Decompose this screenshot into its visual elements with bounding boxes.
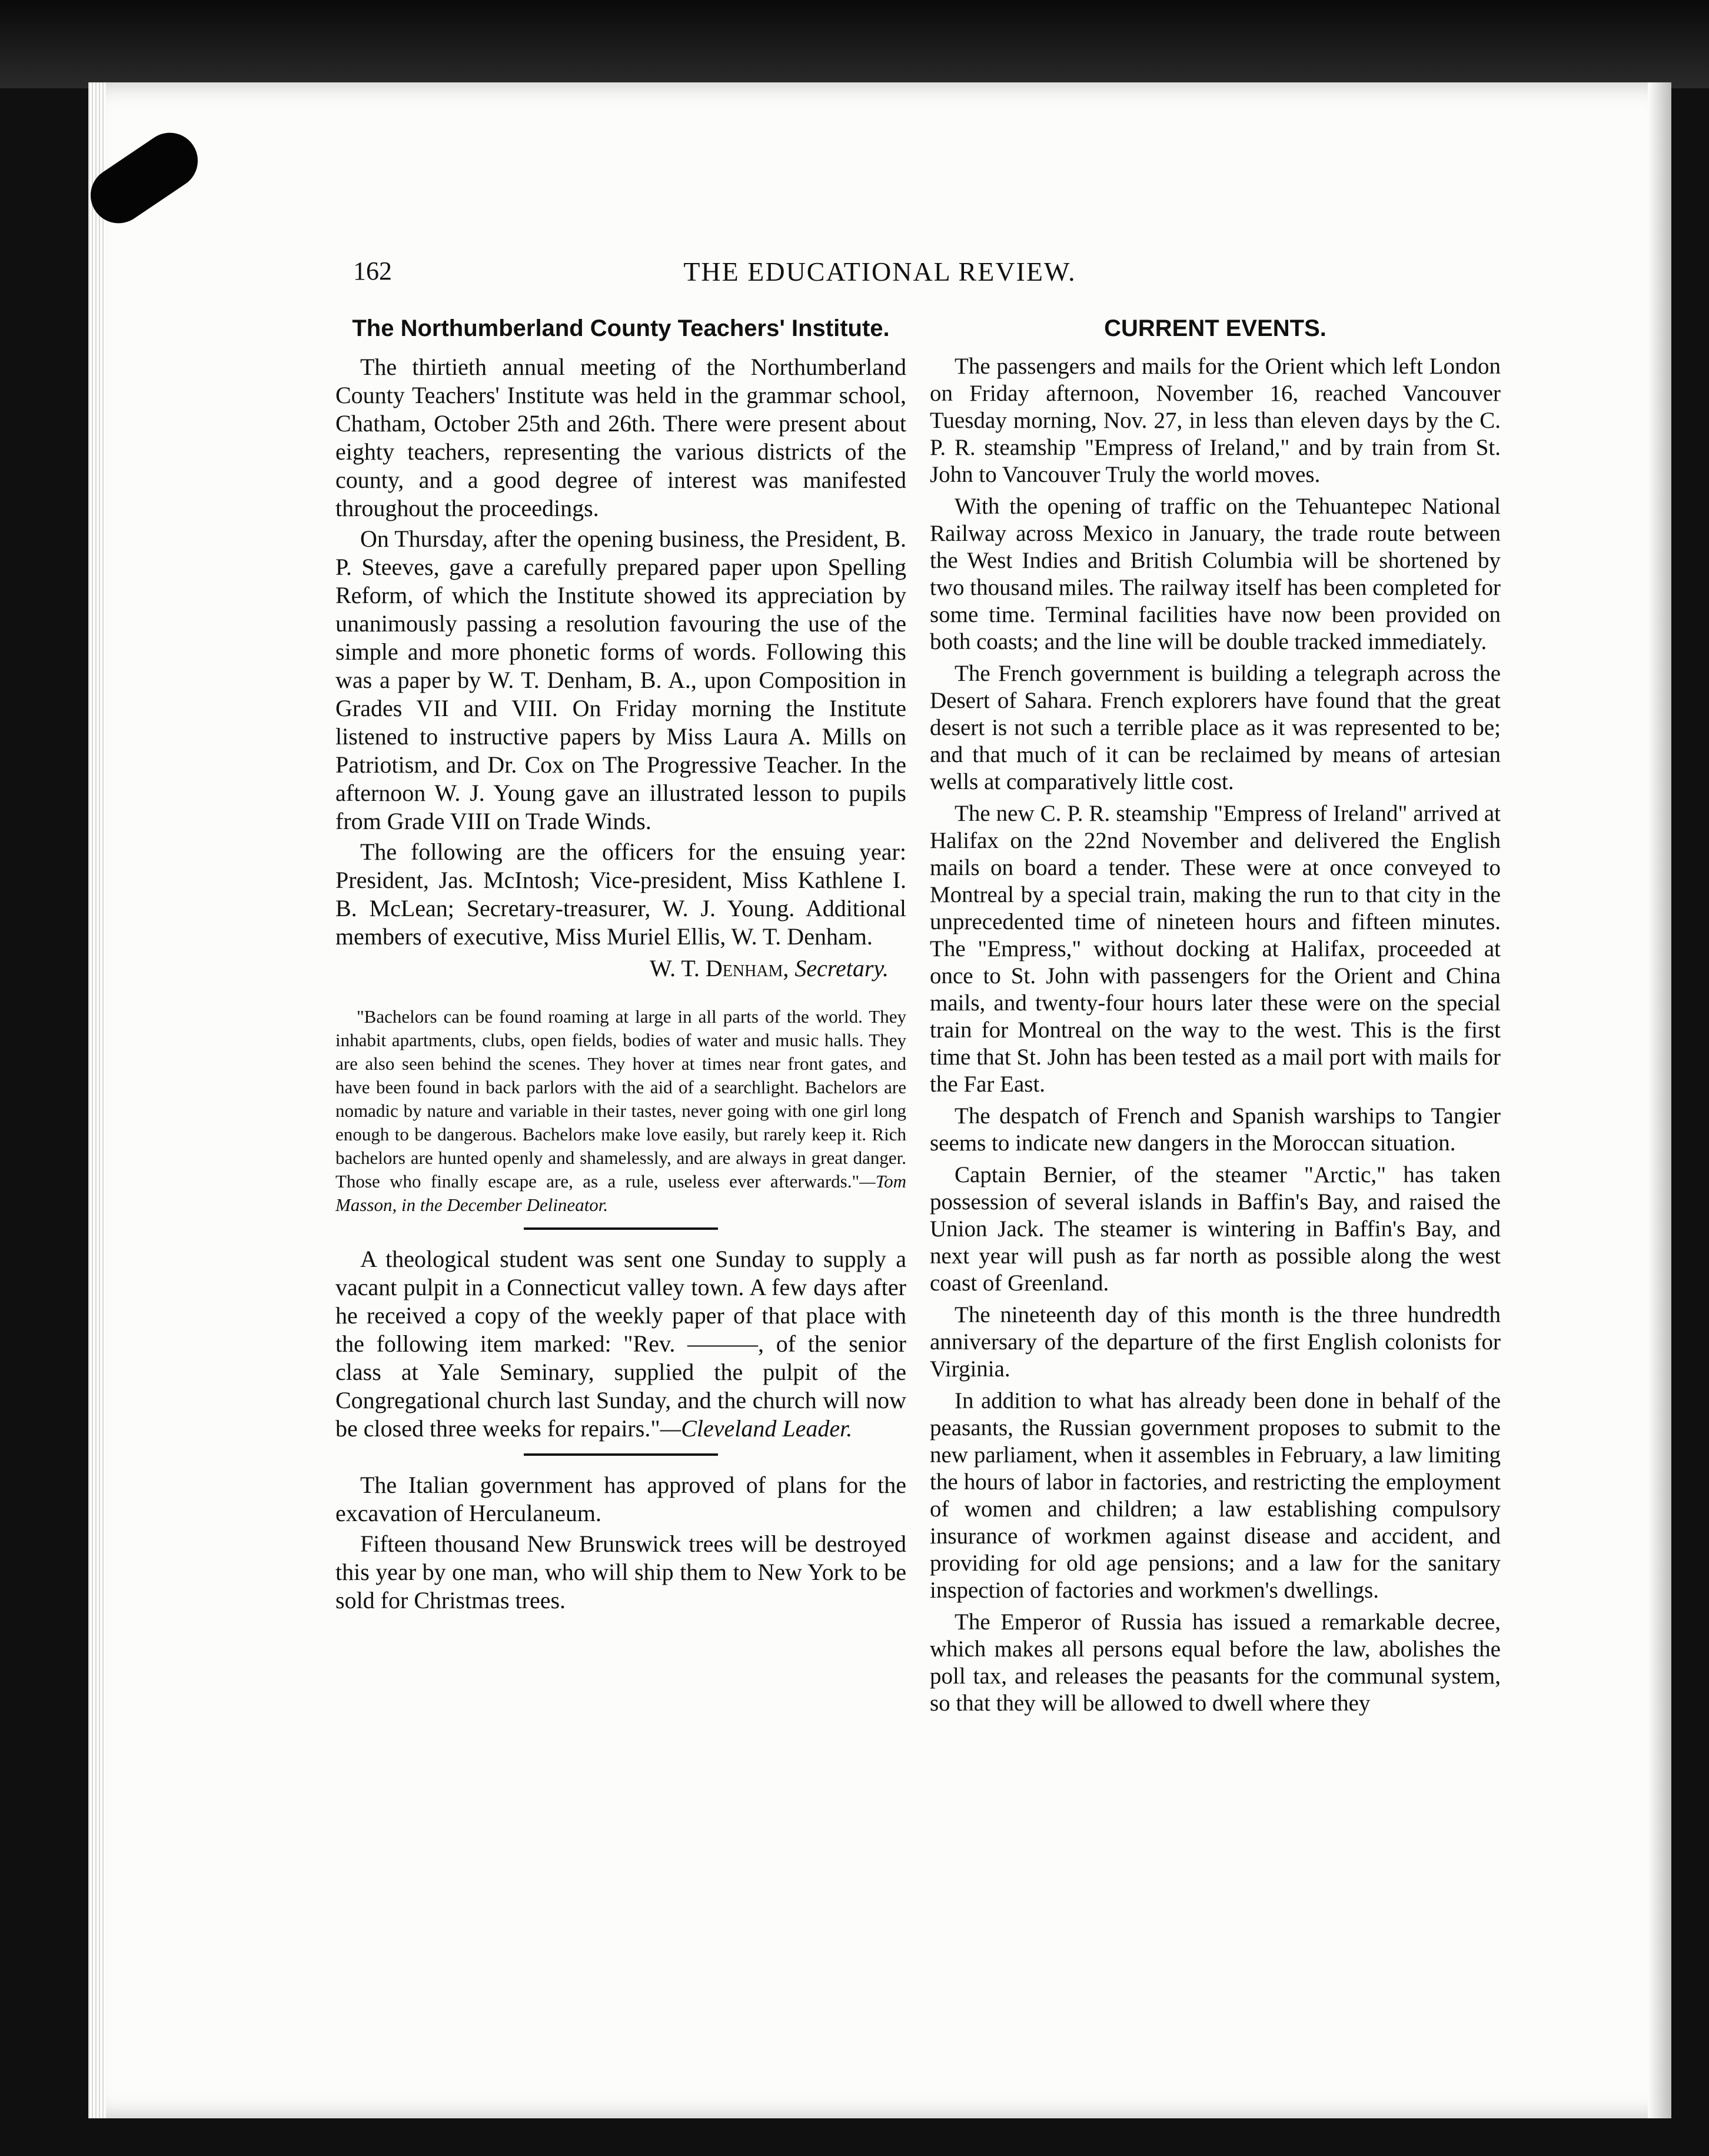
page-header: [265, 256, 1495, 291]
institute-paragraph: The thirtieth annual meeting of the Northumberland County Teachers' Institute was held in the grammar school, Chatham, October 25th and 26th. There were present about eighty teachers, representing the various districts of the county, and a good degree of interest was manifested throughout the proceedings.: [335, 354, 906, 521]
left-column: [335, 307, 906, 1617]
signature: [335, 954, 906, 983]
section-rule: [524, 1227, 718, 1230]
current-events-heading: CURRENT EVENTS.: [1104, 315, 1326, 341]
institute-paragraph: On Thursday, after the opening business, the President, B. P. Steeves, gave a carefully prepared paper upon Spelling Reform, of which the Institute showed its appreciation by unanimously passing a resolution favouring the use of the simple and more phonetic forms of words. Following this was a paper by W. T. Denham, B. A., upon Composition in Grades VII and VIII. On Friday morning the Institute listened to instructive papers by Miss Laura A. Mills on Patriotism, and Dr. Cox on The Progressive Teacher. In the afternoon W. J. Young gave an illustrated lesson to pupils from Grade VIII on Trade Winds.: [335, 525, 906, 834]
event-paragraph: The passengers and mails for the Orient which left London on Friday afternoon, November 16, reached Vancouver Tuesday morning, Nov. 27, in less than eleven days by the C. P. R. steamship "Empress of Ireland," and by train from St. John to Vancouver Truly the world moves.: [930, 354, 1501, 487]
signature-role: Secretary.: [794, 955, 889, 981]
anecdote-paragraph: [335, 1245, 906, 1443]
institute-heading: The Northumberland County Teachers' Institute.: [352, 315, 890, 341]
event-paragraph: The nineteenth day of this month is the three hundredth anniversary of the departure of the first English colonists for Virginia.: [930, 1302, 1501, 1382]
news-paragraph: Fifteen thousand New Brunswick trees will be destroyed this year by one man, who will ship them to New York to be sold for Christmas trees.: [335, 1531, 906, 1613]
signature-name: W. T. Denham,: [650, 955, 789, 981]
right-column: [930, 307, 1501, 1722]
event-paragraph: The despatch of French and Spanish warships to Tangier seems to indicate new dangers in the Moroccan situation.: [930, 1103, 1501, 1156]
event-paragraph: In addition to what has already been done in behalf of the peasants, the Russian government proposes to submit to the new parliament, when it assembles in February, a law limiting the hours of labor in factories, and restricting the employment of women and children; a law establishing compulsory insurance of workmen against disease and accident, and providing for old age pensions; and a law for the sanitary inspection of factories and workmen's dwellings.: [930, 1388, 1501, 1603]
event-paragraph: The new C. P. R. steamship "Empress of Ireland" arrived at Halifax on the 22nd November and delivered the English mails on board a tender. These were at once conveyed to Montreal by a special train, making the run to that city in the unprecedented time of nineteen hours and fifteen minutes. The "Empress," without docking at Halifax, proceeded at once to St. John with passengers for the Orient and China mails, and twenty-four hours later these were on the special train for Montreal on the way to the west. This is the first time that St. John has been tested as a mail port with mails for the Far East.: [930, 801, 1501, 1097]
scan-background: [0, 0, 1709, 88]
binding-edge: [88, 82, 106, 2118]
event-paragraph: Captain Bernier, of the steamer "Arctic," has taken possession of several islands in Baffin's Bay, and raised the Union Jack. The steamer is wintering in Baffin's Bay, and next year will push as far north as possible along the west coast of Greenland.: [930, 1162, 1501, 1296]
quote-text: "Bachelors can be found roaming at large in all parts of the world. They inhabit apartments, clubs, open fields, bodies of water and music halls. They are also seen behind the scenes. They hover at times near front gates, and have been found in back parlors with the aid of a searchlight. Bachelors are nomadic by nature and variable in their tastes, never going with one girl long enough to be dangerous. Bachelors make love easily, but rarely keep it. Rich bachelors are hunted openly and shamelessly, and are always in great danger. Those who finally escape are, as a rule, useless ever afterwards.": [335, 1006, 906, 1192]
bachelors-quote: [335, 1005, 906, 1217]
institute-paragraph: The following are the officers for the ensuing year: President, Jas. McIntosh; Vice-president, Miss Kathlene I. B. McLean; Secretary-treasurer, W. J. Young. Additional members of executive, Miss Muriel Ellis, W. T. Denham.: [335, 839, 906, 950]
journal-title: THE EDUCATIONAL REVIEW.: [683, 257, 1076, 287]
anecdote-text: A theological student was sent one Sunday to supply a vacant pulpit in a Connecticut valley town. A few days after he received a copy of the weekly paper of that place with the following item marked: "Rev. ———, of the senior class at Yale Seminary, supplied the pulpit of the Congregational church last Sunday, and the church will now be closed three weeks for repairs.": [335, 1246, 906, 1442]
page-right-edge: [1648, 82, 1671, 2118]
event-paragraph: With the opening of traffic on the Tehuantepec National Railway across Mexico in January, the trade route between the West Indies and British Columbia will be shortened by two thousand miles. The railway itself has been completed for some time. Terminal facilities have now been provided on both coasts; and the line will be double tracked immediately.: [930, 494, 1501, 654]
event-paragraph: The French government is building a telegraph across the Desert of Sahara. French explorers have found that the great desert is not such a terrible place as it was represented to be; and that much of it can be reclaimed by means of artesian wells at comparatively little cost.: [930, 661, 1501, 794]
quote-paragraph: [335, 1005, 906, 1217]
news-paragraph: The Italian government has approved of plans for the excavation of Herculaneum.: [335, 1472, 906, 1526]
page-number: 162: [353, 257, 392, 285]
event-paragraph: The Emperor of Russia has issued a remarkable decree, which makes all persons equal before the law, abolishes the poll tax, and releases the peasants for the communal system, so that they will be allowed to dwell where they: [930, 1609, 1501, 1716]
quote-source: —Tom Masson, in the December Delineator.: [335, 1171, 906, 1215]
anecdote-source: —Cleveland Leader.: [660, 1415, 853, 1442]
section-rule: [524, 1453, 718, 1456]
